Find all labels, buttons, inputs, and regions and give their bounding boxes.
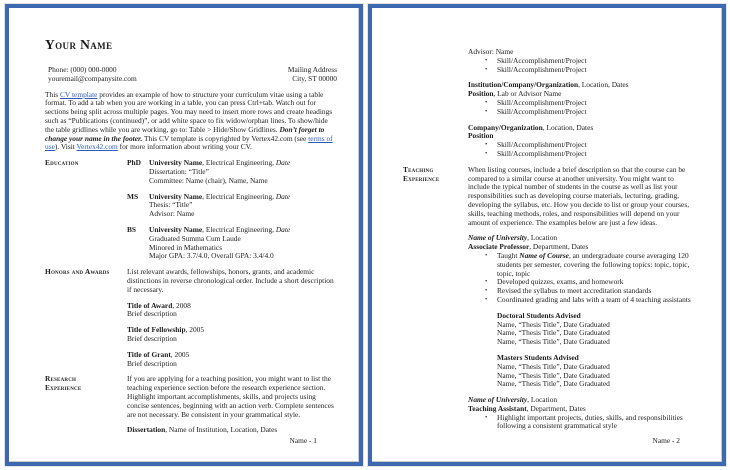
teaching-experience-content bbox=[468, 166, 693, 432]
text-run: University Name bbox=[149, 191, 203, 201]
section-teaching-experience bbox=[372, 166, 722, 432]
text-run: , Location bbox=[527, 395, 558, 405]
bullet-icon: • bbox=[485, 107, 488, 115]
text-run: Brief description bbox=[127, 333, 177, 343]
bullet-icon: • bbox=[485, 295, 488, 303]
bullet-item bbox=[485, 296, 693, 305]
text-run: Name, “Thesis Title”, Date Graduated bbox=[497, 370, 610, 380]
text-line bbox=[127, 360, 337, 369]
paragraph bbox=[127, 268, 337, 294]
text-run: Teaching Assistant bbox=[468, 403, 527, 413]
text-run: When listing courses, include a brief description so that the course can be compared to a similar course at another university. You might want to include the typical number of students in the course as well as list your responsibilities such as developing course materials, lecturing, grading, developing the syllabus, etc. How you decide to list or group your courses, skills, teaching methods, roles, and responsibilities will depend on your amount of experience. The examples below are just a few ideas. bbox=[468, 164, 690, 227]
text-run: Date bbox=[275, 191, 291, 201]
indented-text-line bbox=[497, 380, 693, 389]
text-run: Dissertation bbox=[127, 425, 166, 435]
text-run: Revised the syllabus to meet accreditation standards bbox=[497, 286, 652, 296]
bullet-item bbox=[485, 108, 693, 117]
text-run: Institution/Company/Organization bbox=[468, 80, 579, 90]
text-run: , 2005 bbox=[185, 325, 205, 335]
bullet-icon: • bbox=[485, 149, 488, 157]
text-run: Skill/Accomplishment/Project bbox=[497, 140, 587, 150]
text-run: University Name bbox=[149, 224, 203, 234]
text-line bbox=[127, 310, 337, 319]
text-run: Don’t forget to change your name in the footer. bbox=[45, 124, 325, 143]
section-honors-awards bbox=[9, 268, 359, 368]
bullet-icon: • bbox=[485, 56, 488, 64]
section-label-research-experience: Research Experience bbox=[45, 374, 82, 393]
bullet-item bbox=[485, 66, 693, 75]
text-run: Name of Course bbox=[519, 250, 569, 260]
text-run: Brief description bbox=[127, 358, 177, 368]
section-education bbox=[9, 159, 359, 261]
page-1 bbox=[5, 4, 363, 466]
text-run: Advisor: Name bbox=[468, 47, 514, 56]
text-run: Date bbox=[275, 158, 291, 168]
text-line bbox=[149, 210, 337, 219]
doc-hyperlink[interactable]: CV template bbox=[60, 89, 98, 99]
contact-left bbox=[48, 66, 137, 84]
bullet-text bbox=[497, 108, 693, 117]
text-run: Committee: Name (chair), Name, Name bbox=[149, 175, 268, 185]
text-run: Skill/Accomplishment/Project bbox=[497, 55, 587, 65]
text-run: Position bbox=[468, 89, 494, 99]
bullet-icon: • bbox=[485, 65, 488, 73]
text-run: , Location, Dates bbox=[542, 122, 594, 132]
education-entry bbox=[127, 159, 337, 185]
city-state-zip-line: City, ST 00000 bbox=[292, 73, 337, 83]
text-run: Name of University bbox=[468, 233, 528, 243]
text-run: Name of University bbox=[468, 395, 528, 405]
bullet-icon: • bbox=[485, 278, 488, 286]
education-content bbox=[127, 159, 337, 261]
text-run: Associate Professor bbox=[468, 242, 530, 252]
text-run: Position bbox=[468, 131, 494, 141]
email-line: youremail@companysite.com bbox=[48, 73, 137, 83]
bullet-item bbox=[485, 252, 693, 278]
text-run: , Location, Dates bbox=[578, 80, 629, 90]
degree-label: BS bbox=[127, 224, 137, 234]
text-run: , Location bbox=[527, 233, 558, 243]
text-run: , 2005 bbox=[170, 349, 190, 359]
text-run: Skill/Accomplishment/Project bbox=[497, 148, 587, 158]
page-2 bbox=[368, 4, 726, 466]
text-run: Name, “Thesis Title”, Date Graduated bbox=[497, 328, 610, 338]
text-line bbox=[149, 252, 337, 261]
bullet-icon: • bbox=[485, 98, 488, 106]
honors-awards-content bbox=[127, 268, 337, 368]
text-run: Coordinated grading and labs with a team of 4 teaching assistants bbox=[497, 294, 691, 304]
text-run: , Lab or Advisor Name bbox=[493, 89, 562, 99]
text-run: Company/Organization bbox=[468, 122, 543, 132]
bullet-text bbox=[497, 296, 693, 305]
text-run: for more information about writing your CV. bbox=[117, 142, 252, 152]
text-run: Date bbox=[275, 224, 291, 234]
text-run: This CV template is copyrighted by Vertex42.com (see bbox=[142, 133, 309, 143]
text-run: Title of Grant bbox=[127, 349, 171, 359]
section-research-experience bbox=[9, 375, 359, 435]
section-label-honors-awards: Honors and Awards bbox=[45, 267, 110, 277]
intro-paragraph bbox=[45, 91, 337, 153]
text-run: Dissertation: “Title” bbox=[149, 166, 209, 176]
text-run: Title of Award bbox=[127, 300, 173, 310]
text-run: Minored in Mathematics bbox=[149, 242, 223, 252]
text-run: Taught bbox=[497, 250, 520, 260]
bullet-text bbox=[497, 252, 693, 278]
indented-text-line bbox=[497, 338, 693, 347]
text-line bbox=[468, 124, 693, 133]
section-label-teaching-experience: Teaching Experience bbox=[403, 164, 440, 183]
text-run: Title of Fellowship bbox=[127, 325, 186, 335]
doc-hyperlink[interactable]: terms of use bbox=[45, 133, 333, 152]
bullet-icon: • bbox=[485, 287, 488, 295]
text-run: , Electrical Engineering, bbox=[202, 191, 276, 201]
text-run: List relevant awards, fellowships, honors, grants, and academic distinctions in reverse chronological order. Include a short description if necessary. bbox=[127, 267, 334, 294]
bullet-icon: • bbox=[485, 413, 488, 421]
research-experience-continued bbox=[468, 48, 693, 159]
text-run: Major GPA: 3.7/4.0, Overall GPA: 3.4/4.0 bbox=[149, 251, 274, 261]
section-label-education: Education bbox=[45, 158, 79, 168]
text-run: Skill/Accomplishment/Project bbox=[497, 97, 587, 107]
text-run: Name, “Thesis Title”, Date Graduated bbox=[497, 337, 610, 347]
bullet-icon: • bbox=[485, 251, 488, 259]
text-run: , an undergraduate course averaging 120 students per semester, covering the following topics: topic, topic, topic, topic bbox=[497, 250, 690, 278]
contact-right bbox=[288, 66, 337, 84]
text-run: Brief description bbox=[127, 309, 177, 319]
bullet-text bbox=[497, 414, 693, 432]
text-run: Skill/Accomplishment/Project bbox=[497, 64, 587, 74]
page-2-footer: Name - 2 bbox=[652, 436, 680, 446]
paragraph bbox=[127, 375, 337, 419]
text-run: , Electrical Engineering, bbox=[202, 224, 276, 234]
text-run: provides an example of how to structure your curriculum vitae using a table format. To add a tab when you are working in a table, you can press Ctrl+tab. Watch out for sections being split across multiple pages. You may need to insert more rows and create headings such as “Publications (continued)”, or add white space to fix widow/orphan lines. To show/hide the table gridlines while you are working, go to: Table > Hide/Show Gridlines. bbox=[45, 89, 333, 134]
text-run: , Department, Dates bbox=[529, 242, 589, 252]
page-1-footer: Name - 1 bbox=[289, 436, 317, 446]
bullet-text bbox=[497, 150, 693, 159]
mailing-address-line: Mailing Address bbox=[287, 65, 337, 74]
text-line bbox=[127, 335, 337, 344]
text-run: If you are applying for a teaching position, you might want to list the teaching experience section before the research experience section. Highlight important accomplishments, skills, and projects using concise sentences, beginning with an action verb. Complete sentences are not necessary. Be consistent in your grammatical style. bbox=[127, 374, 334, 419]
degree-label: MS bbox=[127, 191, 139, 201]
bullet-item bbox=[485, 150, 693, 159]
text-run: Name, “Thesis Title”, Date Graduated bbox=[497, 319, 610, 329]
text-run: , 2008 bbox=[172, 300, 191, 310]
research-experience-content bbox=[127, 375, 337, 435]
text-run: Skill/Accomplishment/Project bbox=[497, 106, 587, 116]
bullet-item bbox=[485, 414, 693, 432]
text-run: , Electrical Engineering, bbox=[202, 158, 276, 168]
text-run: This bbox=[45, 89, 60, 99]
text-run: University Name bbox=[149, 158, 203, 168]
text-run: , Name of Institution, Location, Dates bbox=[165, 425, 278, 435]
contact-block bbox=[48, 66, 337, 84]
text-run: Name, “Thesis Title”, Date Graduated bbox=[497, 361, 610, 371]
education-detail bbox=[149, 159, 337, 185]
text-run: , Department, Dates bbox=[526, 403, 586, 413]
text-run: Name, “Thesis Title”, Date Graduated bbox=[497, 379, 610, 389]
text-run: ). Visit bbox=[54, 142, 77, 152]
bullet-text bbox=[497, 66, 693, 75]
text-run: Thesis: “Title” bbox=[149, 200, 193, 210]
text-run: Highlight important projects, duties, skills, and responsibilities following a consistent grammatical style bbox=[497, 412, 683, 431]
doc-hyperlink[interactable]: Vertex42.com bbox=[76, 142, 118, 152]
text-run: Advisor: Name bbox=[149, 209, 195, 219]
paragraph bbox=[468, 166, 693, 228]
text-line bbox=[127, 426, 337, 435]
bullet-icon: • bbox=[485, 141, 488, 149]
education-detail bbox=[149, 193, 337, 219]
education-detail bbox=[149, 226, 337, 261]
degree-label: PhD bbox=[127, 158, 141, 168]
text-run: Graduated Summa Cum Laude bbox=[149, 233, 241, 243]
education-entry bbox=[127, 226, 337, 261]
phone-line: Phone: (000) 000-0000 bbox=[48, 65, 117, 74]
text-line bbox=[149, 177, 337, 186]
text-run: Developed quizzes, exams, and homework bbox=[497, 277, 624, 287]
education-entry bbox=[127, 193, 337, 219]
text-run: Doctoral Students Advised bbox=[497, 310, 581, 320]
text-run: Masters Students Advised bbox=[497, 352, 579, 362]
cv-name-heading: Your Name bbox=[45, 37, 113, 52]
